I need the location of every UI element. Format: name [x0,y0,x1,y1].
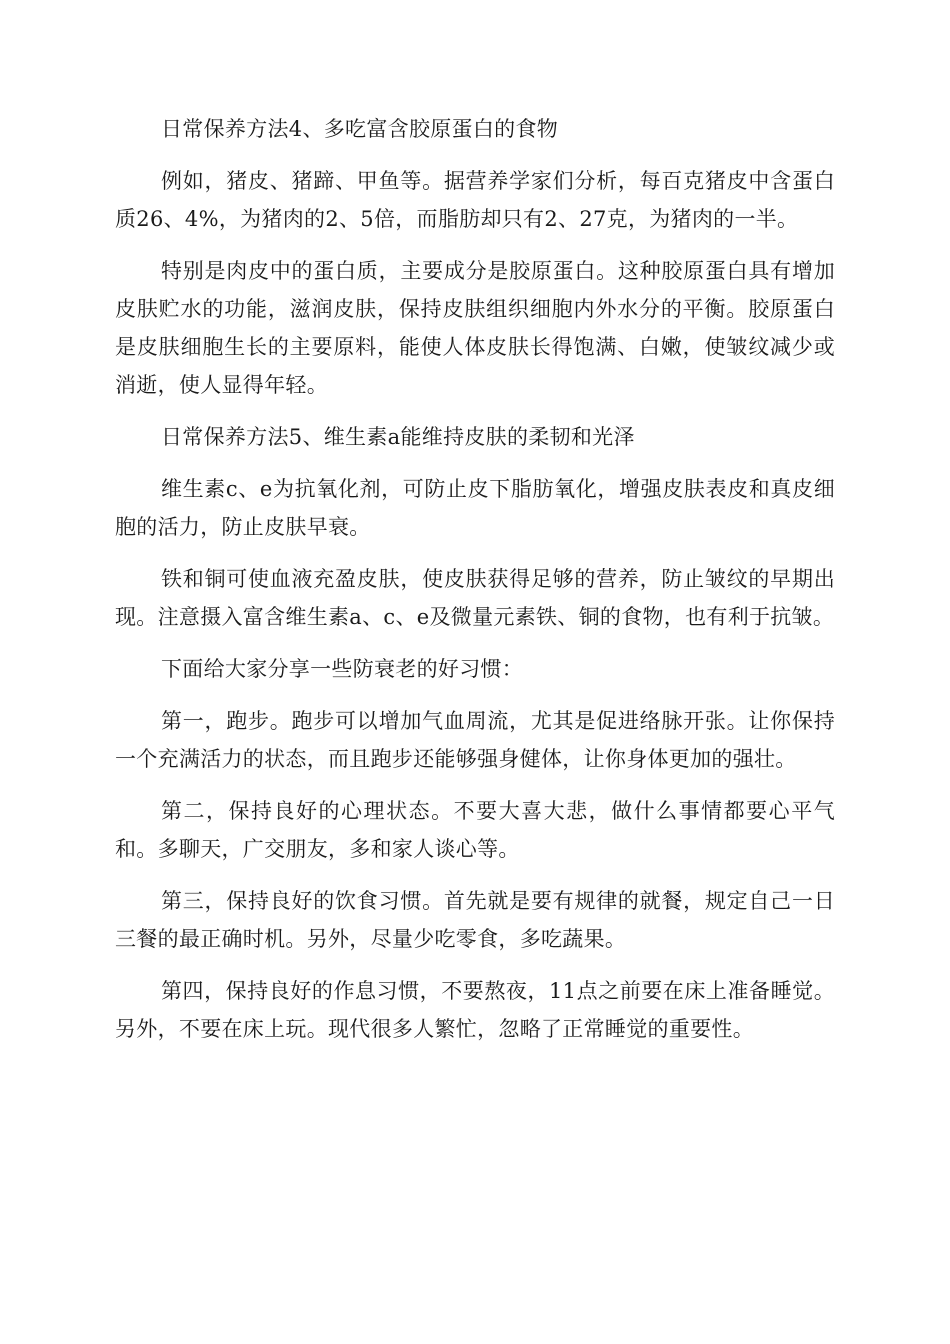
paragraph-vitamin-ce: 维生素c、e为抗氧化剂，可防止皮下脂肪氧化，增强皮肤表皮和真皮细胞的活力，防止皮肤早衰。 [115,477,835,539]
document-body [115,110,835,1062]
paragraph-habit-mindset: 第二，保持良好的心理状态。不要大喜大悲，做什么事情都要心平气和。多聊天，广交朋友，多和家人谈心等。 [115,799,835,861]
paragraph-habit-running: 第一，跑步。跑步可以增加气血周流，尤其是促进络脉开张。让你保持一个充满活力的状态，而且跑步还能够强身健体，让你身体更加的强壮。 [115,709,835,771]
section-heading-method-5: 日常保养方法5、维生素a能维持皮肤的柔韧和光泽 [161,425,635,449]
paragraph-habits-intro: 下面给大家分享一些防衰老的好习惯： [161,657,524,681]
paragraph-habit-sleep: 第四，保持良好的作息习惯，不要熬夜，11点之前要在床上准备睡觉。另外，不要在床上玩。现代很多人繁忙，忽略了正常睡觉的重要性。 [115,979,835,1041]
paragraph-collagen-foods: 例如，猪皮、猪蹄、甲鱼等。据营养学家们分析，每百克猪皮中含蛋白质26、4%，为猪肉的2、5倍，而脂肪却只有2、27克，为猪肉的一半。 [115,169,835,231]
paragraph-collagen-benefits: 特别是肉皮中的蛋白质，主要成分是胶原蛋白。这种胶原蛋白具有增加皮肤贮水的功能，滋润皮肤，保持皮肤组织细胞内外水分的平衡。胶原蛋白是皮肤细胞生长的主要原料，能使人体皮肤长得饱满、白嫩，使皱纹减少或消逝，使人显得年轻。 [115,259,835,397]
section-heading-method-4: 日常保养方法4、多吃富含胶原蛋白的食物 [161,117,559,141]
paragraph-habit-diet: 第三，保持良好的饮食习惯。首先就是要有规律的就餐，规定自己一日三餐的最正确时机。另外，尽量少吃零食，多吃蔬果。 [115,889,835,951]
paragraph-iron-copper: 铁和铜可使血液充盈皮肤，使皮肤获得足够的营养，防止皱纹的早期出现。注意摄入富含维生素a、c、e及微量元素铁、铜的食物，也有利于抗皱。 [115,567,835,629]
